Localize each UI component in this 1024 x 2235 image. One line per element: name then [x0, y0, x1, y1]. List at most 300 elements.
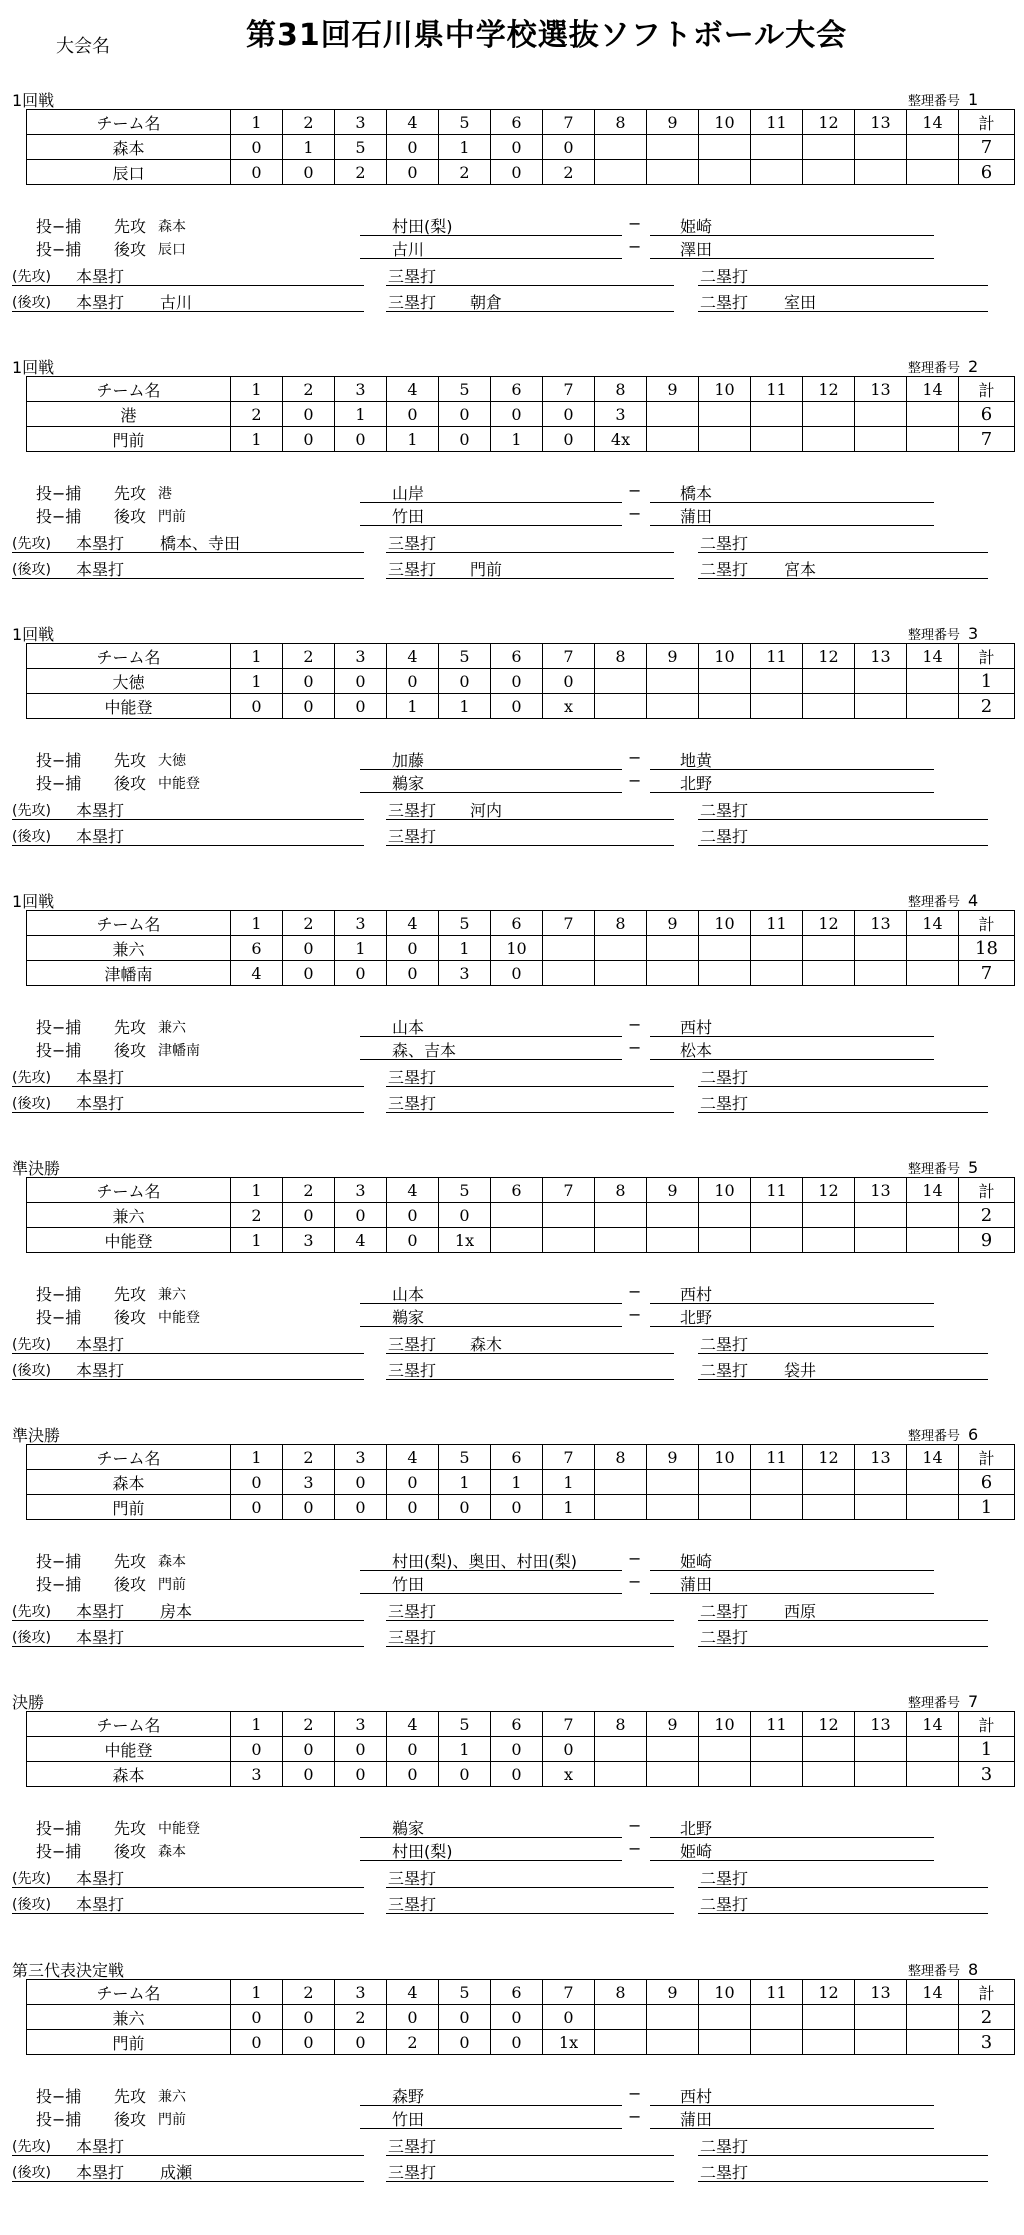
inning-score: [803, 1762, 855, 1787]
double-label: 二塁打: [700, 293, 749, 312]
scoreboard-table: [26, 1979, 1015, 2055]
inning-header: 5: [439, 110, 491, 135]
total-header: 計: [959, 1445, 1015, 1470]
battery-line: [0, 748, 1024, 770]
battery-dash: −: [628, 1572, 642, 1591]
inning-score: 0: [491, 961, 543, 986]
triple-underline: [386, 1887, 674, 1888]
triple-underline: [386, 1379, 674, 1380]
inning-score: [595, 2005, 647, 2030]
inning-header: 1: [231, 1178, 283, 1203]
inning-score: [907, 1762, 959, 1787]
inning-score: 0: [387, 135, 439, 160]
double-label: 二塁打: [700, 1869, 749, 1888]
inning-header: 4: [387, 1980, 439, 2005]
homerun-label: 本塁打: [76, 1895, 125, 1914]
seiri-number: [908, 1692, 978, 1711]
inning-score: 2: [335, 2005, 387, 2030]
side-label: (後攻): [12, 295, 51, 311]
inning-score: [647, 1495, 699, 1520]
homerun-players: 古川: [160, 293, 193, 312]
inning-score: [595, 1737, 647, 1762]
inning-score: 0: [387, 1495, 439, 1520]
inning-score: 0: [335, 2030, 387, 2055]
team-name: 兼六: [27, 936, 231, 961]
inning-score: [647, 1737, 699, 1762]
double-label: 二塁打: [700, 1335, 749, 1354]
inning-header: 2: [283, 644, 335, 669]
double-label: 二塁打: [700, 267, 749, 286]
inning-score: 2: [231, 402, 283, 427]
inning-score: [647, 1470, 699, 1495]
double-underline: [698, 2155, 988, 2156]
triple-label: 三塁打: [388, 2137, 437, 2156]
side-label: (先攻): [12, 1604, 51, 1620]
team-name: 中能登: [27, 1228, 231, 1253]
inning-header: 5: [439, 377, 491, 402]
inning-score: [751, 936, 803, 961]
double-underline: [698, 285, 988, 286]
triple-underline: [386, 578, 674, 579]
inning-score: 0: [439, 669, 491, 694]
inning-header: 13: [855, 1712, 907, 1737]
inning-score: [699, 402, 751, 427]
battery-line: [0, 1549, 1024, 1571]
pitcher-name: 鵜家: [392, 1819, 425, 1838]
inning-score: 0: [439, 402, 491, 427]
inning-header: 14: [907, 1980, 959, 2005]
inning-score: [647, 2030, 699, 2055]
seiri-number: [908, 357, 978, 376]
inning-score: [595, 1495, 647, 1520]
inning-score: 2: [231, 1203, 283, 1228]
battery-team: 森本: [158, 219, 186, 235]
team-name: 辰口: [27, 160, 231, 185]
team-row: [27, 936, 1015, 961]
double-label: 二塁打: [700, 2163, 749, 2182]
scoreboard-header-row: [27, 110, 1015, 135]
pitcher-name: 山岸: [392, 484, 425, 503]
team-name: 兼六: [27, 1203, 231, 1228]
inning-score: [595, 160, 647, 185]
inning-header: 9: [647, 1445, 699, 1470]
total-header: 計: [959, 1712, 1015, 1737]
homerun-label: 本塁打: [76, 293, 125, 312]
double-label: 二塁打: [700, 534, 749, 553]
triple-underline: [386, 2155, 674, 2156]
total-header: 計: [959, 377, 1015, 402]
battery-dash: −: [628, 1015, 642, 1034]
team-row: [27, 1495, 1015, 1520]
triple-underline: [386, 845, 674, 846]
side-label: (先攻): [12, 269, 51, 285]
inning-score: 5: [335, 135, 387, 160]
seiri-label: 整理番号: [908, 1429, 961, 1444]
homerun-label: 本塁打: [76, 2137, 125, 2156]
inning-header: 4: [387, 110, 439, 135]
senko-label: 先攻: [114, 484, 147, 503]
inning-score: [855, 160, 907, 185]
team-name: 森本: [27, 1470, 231, 1495]
inning-score: [907, 1228, 959, 1253]
inning-score: [803, 2005, 855, 2030]
inning-score: 3: [595, 402, 647, 427]
hits-line: [0, 264, 1024, 286]
inning-score: [751, 694, 803, 719]
triple-label: 三塁打: [388, 293, 437, 312]
inning-score: [647, 961, 699, 986]
inning-header: 1: [231, 1712, 283, 1737]
inning-header: 6: [491, 377, 543, 402]
inning-score: 1: [543, 1495, 595, 1520]
inning-score: [803, 1470, 855, 1495]
homerun-label: 本塁打: [76, 560, 125, 579]
inning-header: 7: [543, 1712, 595, 1737]
triple-players: 朝倉: [470, 293, 503, 312]
inning-score: [647, 694, 699, 719]
battery-dash: −: [628, 748, 642, 767]
inning-score: [803, 2030, 855, 2055]
battery-label: 投−捕: [36, 1041, 82, 1060]
inning-score: 1: [439, 1470, 491, 1495]
inning-header: 6: [491, 1980, 543, 2005]
total-score: 18: [959, 936, 1015, 961]
inning-score: [595, 1470, 647, 1495]
inning-score: 0: [439, 1762, 491, 1787]
side-label: (先攻): [12, 2139, 51, 2155]
inning-score: 0: [387, 1228, 439, 1253]
double-underline: [698, 819, 988, 820]
triple-label: 三塁打: [388, 827, 437, 846]
battery-dash: −: [628, 237, 642, 256]
inning-score: 6: [231, 936, 283, 961]
inning-header: 12: [803, 1980, 855, 2005]
battery-team: 森本: [158, 1844, 186, 1860]
side-label: (先攻): [12, 1337, 51, 1353]
double-label: 二塁打: [700, 1628, 749, 1647]
battery-team: 兼六: [158, 1287, 186, 1303]
inning-score: [699, 1495, 751, 1520]
inning-score: 0: [439, 2005, 491, 2030]
homerun-underline: [12, 552, 364, 553]
inning-score: [699, 1762, 751, 1787]
inning-header: 10: [699, 644, 751, 669]
team-name: 森本: [27, 1762, 231, 1787]
inning-header: 8: [595, 1980, 647, 2005]
round-label: 第三代表決定戦: [12, 1961, 125, 1980]
battery-line: [0, 1282, 1024, 1304]
scoreboard-table: [26, 910, 1015, 986]
triple-label: 三塁打: [388, 1628, 437, 1647]
battery-team: 中能登: [158, 1821, 200, 1837]
seiri-value: 2: [968, 357, 979, 376]
inning-score: 0: [387, 1762, 439, 1787]
koko-label: 後攻: [114, 1575, 147, 1594]
side-label: (後攻): [12, 1096, 51, 1112]
battery-label: 投−捕: [36, 2110, 82, 2129]
inning-score: [803, 402, 855, 427]
hits-line: [0, 824, 1024, 846]
triple-players: 森木: [470, 1335, 503, 1354]
inning-score: 0: [543, 1737, 595, 1762]
homerun-underline: [12, 2181, 364, 2182]
triple-underline: [386, 819, 674, 820]
pitcher-name: 古川: [392, 240, 425, 259]
homerun-label: 本塁打: [76, 267, 125, 286]
inning-score: [751, 1470, 803, 1495]
homerun-players: 橋本、寺田: [160, 534, 241, 553]
double-underline: [698, 552, 988, 553]
triple-label: 三塁打: [388, 2163, 437, 2182]
battery-label: 投−捕: [36, 240, 82, 259]
inning-header: 14: [907, 1445, 959, 1470]
homerun-label: 本塁打: [76, 1068, 125, 1087]
inning-score: [647, 427, 699, 452]
koko-label: 後攻: [114, 507, 147, 526]
battery-label: 投−捕: [36, 1842, 82, 1861]
inning-score: [855, 1495, 907, 1520]
battery-line: [0, 2107, 1024, 2129]
homerun-label: 本塁打: [76, 1361, 125, 1380]
inning-score: [855, 1762, 907, 1787]
battery-section: [0, 1549, 1024, 1669]
koko-label: 後攻: [114, 774, 147, 793]
inning-header: 4: [387, 1712, 439, 1737]
inning-header: 13: [855, 911, 907, 936]
inning-header: 11: [751, 644, 803, 669]
homerun-label: 本塁打: [76, 2163, 125, 2182]
triple-underline: [386, 1646, 674, 1647]
battery-label: 投−捕: [36, 774, 82, 793]
catcher-name: 西村: [680, 2087, 713, 2106]
inning-header: 1: [231, 377, 283, 402]
catcher-name: 地黄: [680, 751, 713, 770]
homerun-underline: [12, 578, 364, 579]
inning-header: 6: [491, 911, 543, 936]
total-score: 9: [959, 1228, 1015, 1253]
battery-line: [0, 1015, 1024, 1037]
pitcher-name: 村田(梨): [392, 217, 453, 236]
homerun-underline: [12, 1887, 364, 1888]
inning-header: 11: [751, 1445, 803, 1470]
game-block: [0, 1423, 1024, 1688]
inning-score: 2: [439, 160, 491, 185]
inning-header: 5: [439, 644, 491, 669]
inning-score: [491, 1228, 543, 1253]
inning-header: 3: [335, 377, 387, 402]
inning-score: [855, 936, 907, 961]
inning-score: 0: [335, 1495, 387, 1520]
team-row: [27, 669, 1015, 694]
double-underline: [698, 2181, 988, 2182]
total-header: 計: [959, 911, 1015, 936]
inning-score: 4x: [595, 427, 647, 452]
inning-score: [699, 1737, 751, 1762]
inning-score: [855, 135, 907, 160]
inning-score: [751, 669, 803, 694]
inning-score: x: [543, 694, 595, 719]
inning-score: [803, 669, 855, 694]
triple-underline: [386, 1086, 674, 1087]
double-underline: [698, 1620, 988, 1621]
battery-label: 投−捕: [36, 1285, 82, 1304]
homerun-underline: [12, 1620, 364, 1621]
double-underline: [698, 1913, 988, 1914]
side-label: (先攻): [12, 536, 51, 552]
side-label: (先攻): [12, 1871, 51, 1887]
triple-label: 三塁打: [388, 1361, 437, 1380]
inning-score: 0: [335, 1762, 387, 1787]
inning-score: 0: [283, 1762, 335, 1787]
inning-score: 0: [231, 694, 283, 719]
inning-header: 9: [647, 911, 699, 936]
inning-score: 0: [283, 427, 335, 452]
team-row: [27, 402, 1015, 427]
battery-dash: −: [628, 1549, 642, 1568]
taikai-label: 大会名: [56, 36, 110, 57]
inning-score: [751, 427, 803, 452]
inning-score: 1: [231, 427, 283, 452]
inning-score: [699, 2030, 751, 2055]
triple-underline: [386, 1353, 674, 1354]
side-label: (後攻): [12, 1630, 51, 1646]
inning-score: [543, 936, 595, 961]
battery-team: 門前: [158, 1577, 186, 1593]
inning-score: 0: [231, 1495, 283, 1520]
inning-header: 14: [907, 377, 959, 402]
seiri-value: 1: [968, 90, 979, 109]
inning-header: 14: [907, 644, 959, 669]
battery-label: 投−捕: [36, 751, 82, 770]
inning-score: [543, 961, 595, 986]
catcher-name: 橋本: [680, 484, 713, 503]
inning-header: 5: [439, 1712, 491, 1737]
inning-score: 1: [335, 402, 387, 427]
scoreboard-header-row: [27, 911, 1015, 936]
seiri-number: [908, 1425, 978, 1444]
homerun-underline: [12, 1086, 364, 1087]
inning-score: [751, 1737, 803, 1762]
inning-score: 1: [491, 427, 543, 452]
inning-score: 0: [543, 135, 595, 160]
inning-score: [751, 135, 803, 160]
inning-score: 4: [335, 1228, 387, 1253]
triple-label: 三塁打: [388, 1335, 437, 1354]
inning-score: [595, 936, 647, 961]
battery-dash: −: [628, 1816, 642, 1835]
catcher-name: 姫崎: [680, 1842, 713, 1861]
inning-header: 10: [699, 911, 751, 936]
senko-label: 先攻: [114, 1018, 147, 1037]
homerun-label: 本塁打: [76, 1628, 125, 1647]
inning-score: [855, 427, 907, 452]
inning-score: [907, 936, 959, 961]
team-row: [27, 961, 1015, 986]
inning-score: [803, 694, 855, 719]
catcher-name: 蒲田: [680, 507, 713, 526]
inning-score: 0: [387, 669, 439, 694]
double-label: 二塁打: [700, 1361, 749, 1380]
inning-header: 12: [803, 644, 855, 669]
inning-header: 13: [855, 110, 907, 135]
round-label: 準決勝: [12, 1159, 61, 1178]
round-label: 1回戦: [12, 625, 55, 644]
inning-header: 7: [543, 377, 595, 402]
game-block: [0, 889, 1024, 1154]
scoreboard-table: [26, 1177, 1015, 1253]
round-label: 1回戦: [12, 358, 55, 377]
scoreboard-header-row: [27, 1445, 1015, 1470]
side-label: (後攻): [12, 1363, 51, 1379]
inning-score: 1: [387, 694, 439, 719]
inning-score: 1: [543, 1470, 595, 1495]
inning-header: 14: [907, 110, 959, 135]
battery-section: [0, 481, 1024, 601]
double-label: 二塁打: [700, 1895, 749, 1914]
inning-score: [595, 1762, 647, 1787]
inning-header: 9: [647, 377, 699, 402]
inning-score: [699, 1470, 751, 1495]
battery-team: 中能登: [158, 776, 200, 792]
inning-score: [699, 936, 751, 961]
battery-dash: −: [628, 1282, 642, 1301]
inning-header: 9: [647, 110, 699, 135]
inning-score: [647, 1203, 699, 1228]
team-row: [27, 135, 1015, 160]
scoreboard-table: [26, 643, 1015, 719]
double-label: 二塁打: [700, 560, 749, 579]
inning-score: 10: [491, 936, 543, 961]
scoreboard-table: [26, 109, 1015, 185]
inning-header: 2: [283, 1980, 335, 2005]
triple-underline: [386, 1620, 674, 1621]
catcher-name: 姫崎: [680, 1552, 713, 1571]
inning-score: 4: [231, 961, 283, 986]
double-label: 二塁打: [700, 1068, 749, 1087]
homerun-players: 房本: [160, 1602, 193, 1621]
double-label: 二塁打: [700, 2137, 749, 2156]
inning-score: [699, 135, 751, 160]
senko-label: 先攻: [114, 751, 147, 770]
inning-header: 8: [595, 1445, 647, 1470]
inning-score: 0: [543, 2005, 595, 2030]
scoreboard-table: [26, 1711, 1015, 1787]
battery-label: 投−捕: [36, 2087, 82, 2106]
inning-header: 13: [855, 377, 907, 402]
scoreboard-header-row: [27, 644, 1015, 669]
inning-score: 0: [491, 135, 543, 160]
inning-header: 6: [491, 1445, 543, 1470]
catcher-name: 松本: [680, 1041, 713, 1060]
inning-header: 9: [647, 1980, 699, 2005]
inning-score: [803, 1737, 855, 1762]
inning-header: 7: [543, 644, 595, 669]
senko-label: 先攻: [114, 217, 147, 236]
inning-score: 1: [231, 1228, 283, 1253]
inning-score: 1: [439, 135, 491, 160]
total-score: 6: [959, 160, 1015, 185]
pitcher-name: 鵜家: [392, 1308, 425, 1327]
homerun-underline: [12, 1913, 364, 1914]
inning-score: 0: [231, 160, 283, 185]
inning-score: 1: [439, 694, 491, 719]
double-label: 二塁打: [700, 801, 749, 820]
inning-score: [647, 135, 699, 160]
inning-score: 0: [335, 427, 387, 452]
scoreboard-header-row: [27, 1712, 1015, 1737]
seiri-value: 7: [968, 1692, 979, 1711]
inning-score: 0: [491, 694, 543, 719]
